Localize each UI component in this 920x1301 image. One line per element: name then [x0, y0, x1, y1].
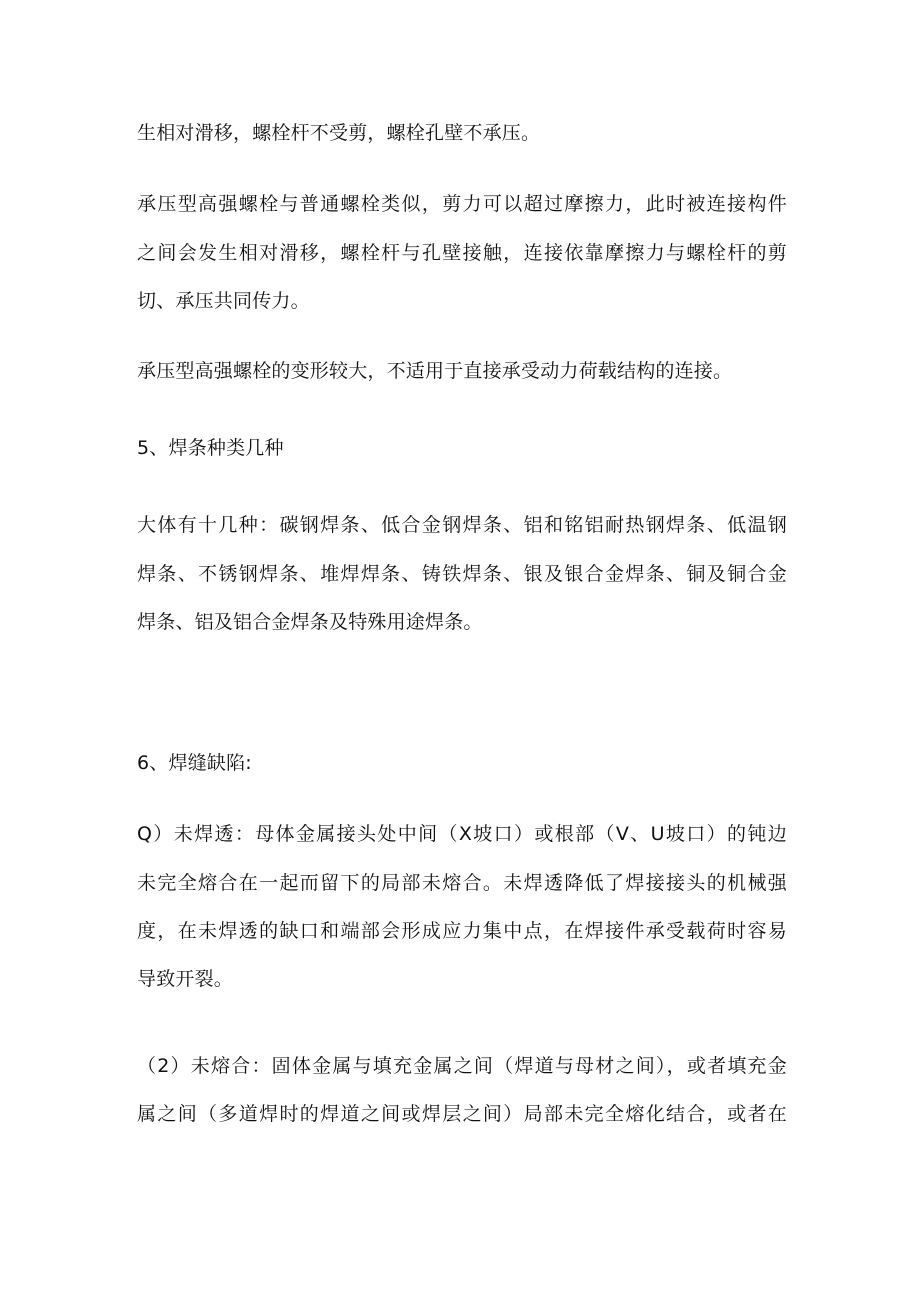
section-heading-5: 5、焊条种类几种 — [137, 437, 284, 459]
paragraph-line: 焊条、铝及铝合金焊条及特殊用途焊条。 — [137, 611, 483, 633]
paragraph-line: 大体有十几种：碳钢焊条、低合金钢焊条、铝和铭铝耐热钢焊条、低温钢 — [137, 514, 787, 536]
paragraph-line: 承压型高强螺栓的变形较大，不适用于直接承受动力荷载结构的连接。 — [137, 360, 733, 382]
paragraph-line: 导致开裂。 — [137, 968, 234, 990]
paragraph-line: Q）未焊透：母体金属接头处中间（X坡口）或根部（V、U坡口）的钝边 — [137, 823, 787, 845]
paragraph-line: （2）未熔合：固体金属与填充金属之间（焊道与母材之间），或者填充金 — [137, 1055, 787, 1077]
paragraph-line: 生相对滑移，螺栓杆不受剪，螺栓孔壁不承压。 — [137, 122, 541, 144]
paragraph-line: 度，在未焊透的缺口和端部会形成应力集中点，在焊接件承受载荷时容易 — [137, 920, 787, 942]
paragraph-line: 属之间（多道焊时的焊道之间或焊层之间）局部未完全熔化结合，或者在 — [137, 1103, 787, 1125]
paragraph-line: 承压型高强螺栓与普通螺栓类似，剪力可以超过摩擦力，此时被连接构件 — [137, 193, 787, 215]
paragraph-line: 焊条、不锈钢焊条、堆焊焊条、铸铁焊条、银及银合金焊条、铜及铜合金 — [137, 563, 787, 585]
section-heading-6: 6、焊缝缺陷: — [137, 752, 252, 774]
paragraph-line: 未完全熔合在一起而留下的局部未熔合。未焊透降低了焊接接头的机械强 — [137, 872, 787, 894]
paragraph-line: 之间会发生相对滑移，螺栓杆与孔壁接触，连接依靠摩擦力与螺栓杆的剪 — [137, 242, 787, 264]
paragraph-line: 切、承压共同传力。 — [137, 290, 310, 312]
